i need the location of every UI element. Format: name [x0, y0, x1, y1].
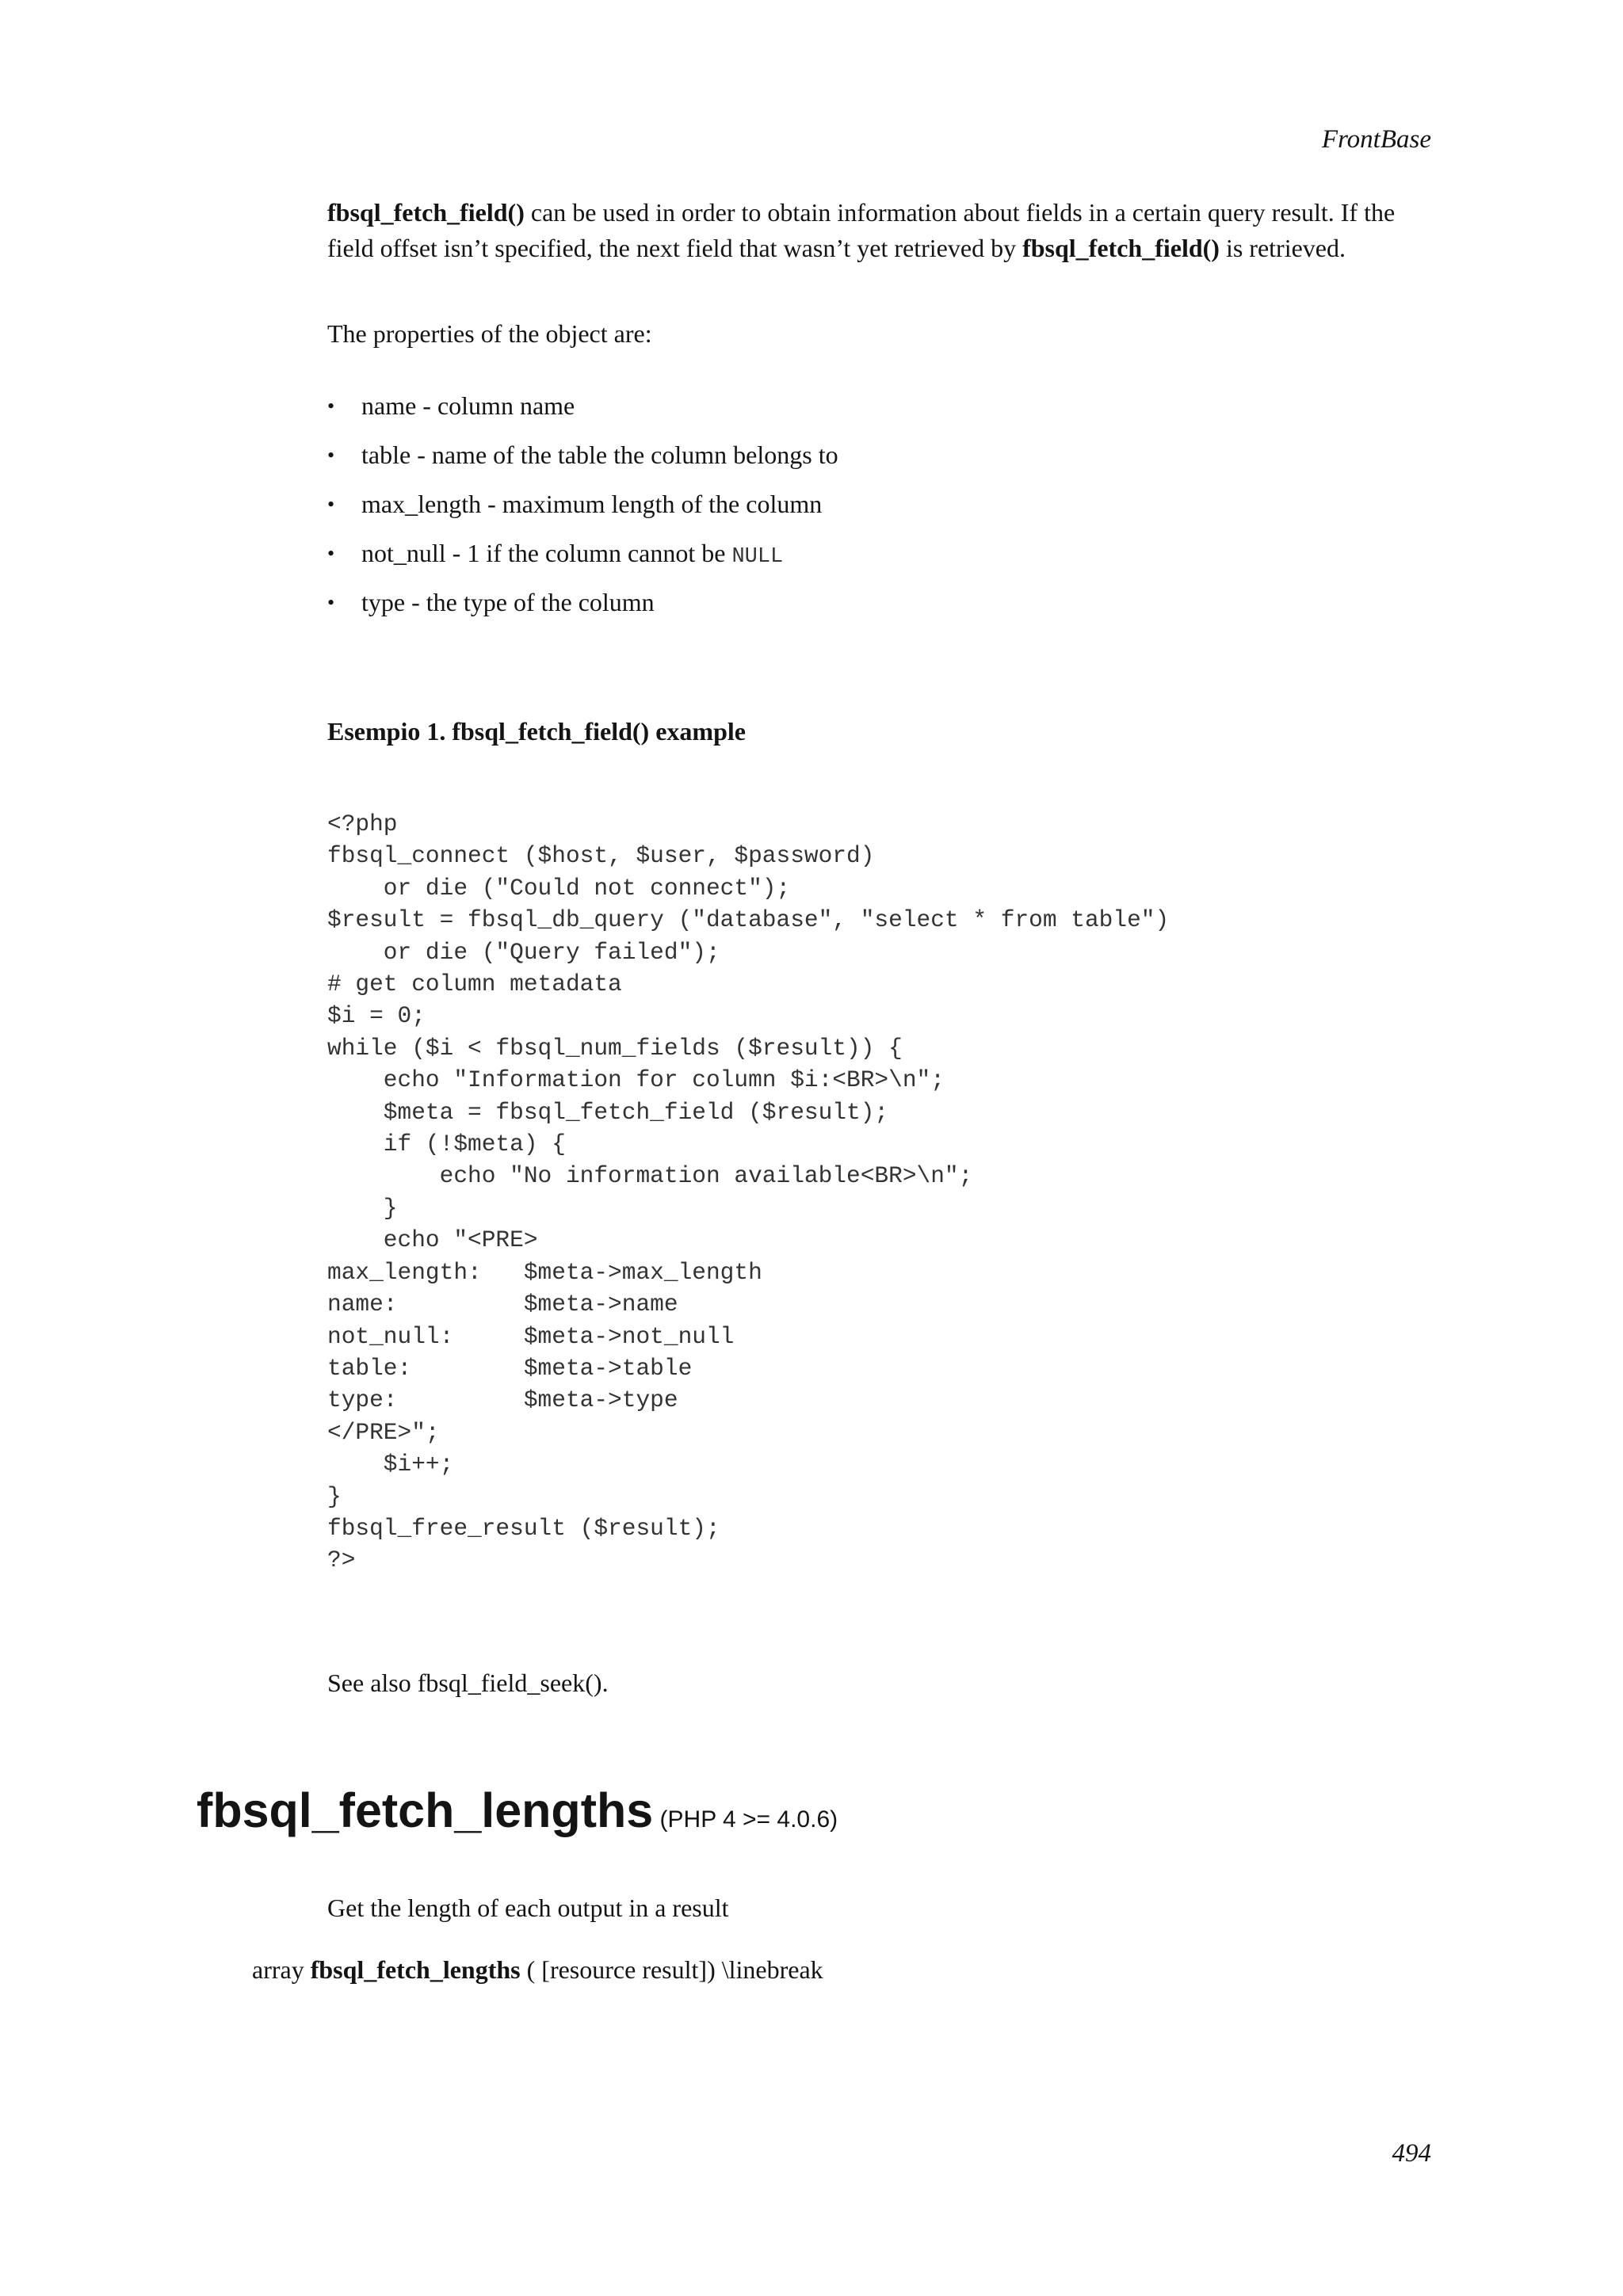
code-block: <?php fbsql_connect ($host, $user, $password) or die ("Could not connect"); $result = fbsql_db_query ("database", "select * from table") or die ("Query failed"); # get column metadata $i = 0; while ($i < fbsql_num_fields ($result)) { echo "Information for column $i:<BR>\n"; $meta = fbsql_fetch_field ($result); if (!$meta) { echo "No information available<BR>\n"; } echo "<PRE> max_length: $meta->max_length name: $meta->name not_null: $meta->not_null table: $meta->table type: $meta->type </PRE>"; $i++; } fbsql_free_result ($result); ?> — [327, 810, 1170, 1574]
property-text: type - the type of the column — [361, 588, 655, 616]
page-number: 494 — [1392, 2139, 1431, 2168]
bullet-icon: • — [327, 591, 335, 614]
properties-intro: The properties of the object are: — [327, 319, 652, 348]
version-note: (PHP 4 >= 4.0.6) — [653, 1806, 838, 1833]
property-text: max_length - maximum length of the column — [361, 490, 823, 518]
list-item — [327, 585, 1437, 634]
function-name: fbsql_fetch_field() — [1022, 234, 1220, 262]
property-text: table - name of the table the column belongs to — [361, 441, 838, 469]
function-synopsis — [252, 1952, 823, 1988]
bullet-icon: • — [327, 395, 335, 418]
list-item — [327, 486, 1437, 536]
example-title: Esempio 1. fbsql_fetch_field() example — [327, 717, 746, 746]
intro-paragraph — [327, 195, 1437, 266]
property-text: not_null - 1 if the column cannot be — [361, 539, 732, 567]
function-purpose: Get the length of each output in a result — [327, 1894, 729, 1922]
list-item — [327, 536, 1437, 585]
function-name: fbsql_fetch_field() — [327, 198, 525, 227]
bullet-icon: • — [327, 444, 335, 467]
list-item — [327, 388, 1437, 437]
intro-text: can be used in order to obtain information about fields in a certain query result. If the field offset isn’t specified, the next field that wasn’t yet retrieved by — [327, 198, 1396, 262]
property-text: name - column name — [361, 391, 575, 420]
intro-text: is retrieved. — [1219, 234, 1346, 262]
see-also: See also fbsql_field_seek(). — [327, 1669, 609, 1697]
return-type: array — [252, 1955, 311, 1984]
bullet-icon: • — [327, 542, 335, 565]
bullet-icon: • — [327, 493, 335, 516]
properties-list — [327, 388, 1437, 634]
synopsis-params: ( [resource result]) \linebreak — [520, 1955, 823, 1984]
null-literal: NULL — [731, 545, 784, 569]
function-heading-name: fbsql_fetch_lengths — [197, 1783, 654, 1837]
synopsis-function-name: fbsql_fetch_lengths — [310, 1955, 521, 1984]
running-header: FrontBase — [1321, 125, 1431, 154]
list-item — [327, 437, 1437, 486]
function-heading — [197, 1783, 838, 1848]
